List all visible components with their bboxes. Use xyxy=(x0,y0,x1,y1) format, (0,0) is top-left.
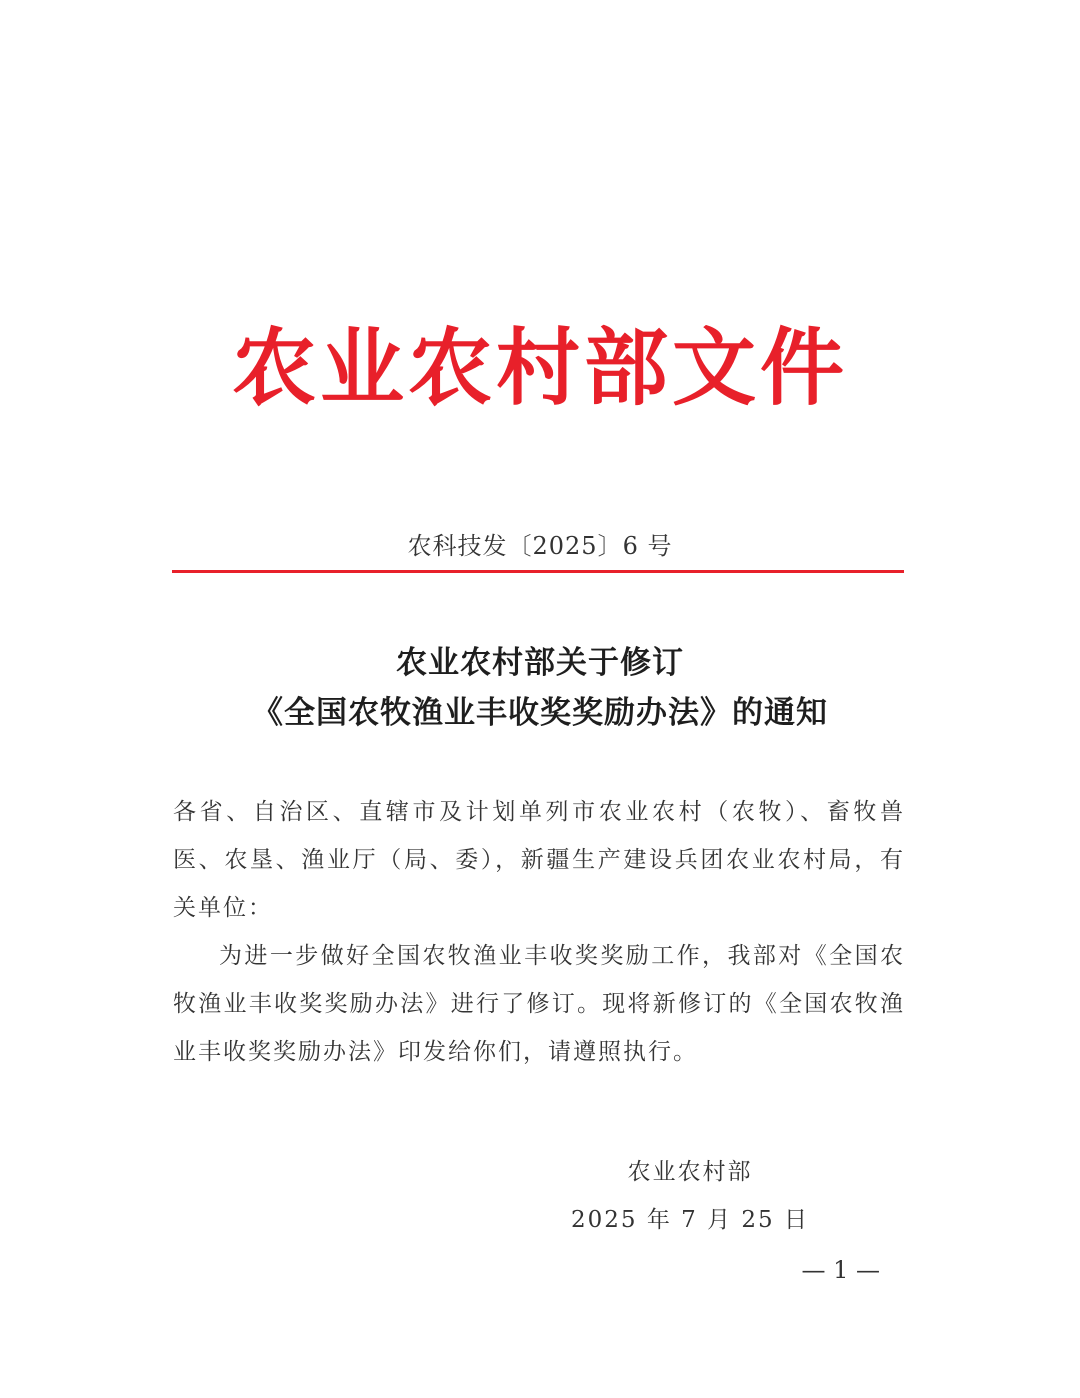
notice-title xyxy=(0,638,1080,738)
document-number: 农科技发〔2025〕6 号 xyxy=(407,532,673,560)
notice-body xyxy=(173,788,905,1076)
page-number: — 1 — xyxy=(801,1256,880,1284)
main-paragraph: 为进一步做好全国农牧渔业丰收奖奖励工作，我部对《全国农牧渔业丰收奖奖励办法》进行了修订。现将新修订的《全国农牧渔业丰收奖奖励办法》印发给你们，请遵照执行。 xyxy=(173,943,905,1065)
masthead-title: 农业农村部文件 xyxy=(231,318,848,417)
signature-block xyxy=(540,1148,840,1244)
red-divider-line xyxy=(172,570,904,573)
issuer-name: 农业农村部 xyxy=(627,1159,753,1185)
notice-title-line-1: 农业农村部关于修订 xyxy=(396,645,684,681)
notice-title-line-2: 《全国农牧渔业丰收奖奖励办法》的通知 xyxy=(252,695,828,731)
issue-date: 2025 年 7 月 25 日 xyxy=(571,1207,809,1233)
addressee-paragraph: 各省、自治区、直辖市及计划单列市农业农村（农牧）、畜牧兽医、农垦、渔业厅（局、委），新疆生产建设兵团农业农村局，有关单位： xyxy=(173,799,905,921)
